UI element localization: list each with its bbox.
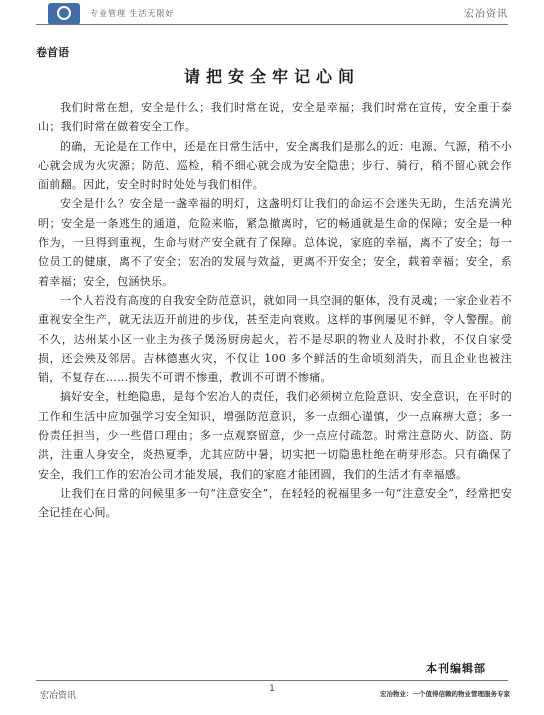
logo-ring-icon	[57, 6, 71, 20]
footer-brand: 宏冶资讯	[40, 691, 77, 701]
header-divider	[36, 24, 508, 25]
signature: 本刊编辑部	[426, 662, 486, 675]
paragraph: 搞好安全，杜绝隐患，是每个宏冶人的责任，我们必须树立危险意识、安全意识，在平时的工作和生活中应加强学习安全知识，增强防范意识，多一点细心谨慎，少一点麻痹大意；多一份责任担当，少一些借口理由；多一点观察留意，少一点应付疏忽。时常注意防火、防盗、防洪，注重人身安全，炎热夏季，尤其应防中暑，切实把一切隐患杜绝在萌芽形态。只有确保了安全，我们工作的宏冶公司才能发展，我们的家庭才能团圆，我们的生活才有幸福感。	[38, 390, 512, 481]
article-title: 请把安全牢记心间	[183, 67, 360, 86]
column-tag: 卷首语	[36, 46, 69, 59]
header-brand: 宏冶资讯	[464, 9, 508, 20]
page-number: 1	[269, 684, 275, 694]
company-logo	[48, 3, 80, 25]
paragraph: 一个人若没有高度的自我安全防范意识，就如同一具空洞的躯体，没有灵魂；一家企业若不重视安全生产，就无法迈开前进的步伐，甚至走向衰败。这样的事例屡见不鲜，令人警醒。前不久，达州某小区一业主为孩子煲汤厨房起火，若不是尽职的物业人及时扑救，不仅自家受损，还会殃及邻居。吉林德惠火灾，不仅让 100 多个鲜活的生命顷刻消失，而且企业也被注销，不复存在……损失不可谓不惨重，教训不可谓不惨痛。	[38, 293, 512, 385]
footer-divider	[36, 680, 508, 681]
paragraph: 的确，无论是在工作中，还是在日常生活中，安全离我们是那么的近：电源、气源，稍不小心就会成为火灾源；防范、巡检，稍不细心就会成为安全隐患；步行、骑行，稍不留心就会作面前翻。因此，安全时时时处处与我们相伴。	[38, 139, 512, 192]
header-slogan: 专业管理 生活无限好	[90, 9, 175, 18]
article-body	[38, 98, 512, 523]
footer-tagline: 宏冶物业：一个值得信赖的物业管理服务专家	[380, 690, 510, 698]
paragraph: 让我们在日常的问候里多一句“注意安全”，在轻轻的祝福里多一句“注意安全”，经常把安全记挂在心间。	[38, 486, 512, 520]
paragraph: 我们时常在想，安全是什么；我们时常在说，安全是幸福；我们时常在宣传，安全重于泰山；我们时常在做着安全工作。	[38, 101, 512, 134]
page-header	[0, 0, 544, 30]
paragraph: 安全是什么？安全是一盏幸福的明灯，这盏明灯让我们的命运不会迷失无助，生活充满光明；安全是一条逃生的通道，危险来临，紧急撤离时，它的畅通就是生命的保障；安全是一种作为，一旦得到重视，生命与财产安全就有了保障。总体说，家庭的幸福，离不了安全；每一位员工的健康，离不了安全；宏冶的发展与效益，更离不开安全；安全，载着幸福；安全，系着幸福；安全，包涵快乐。	[38, 197, 512, 288]
